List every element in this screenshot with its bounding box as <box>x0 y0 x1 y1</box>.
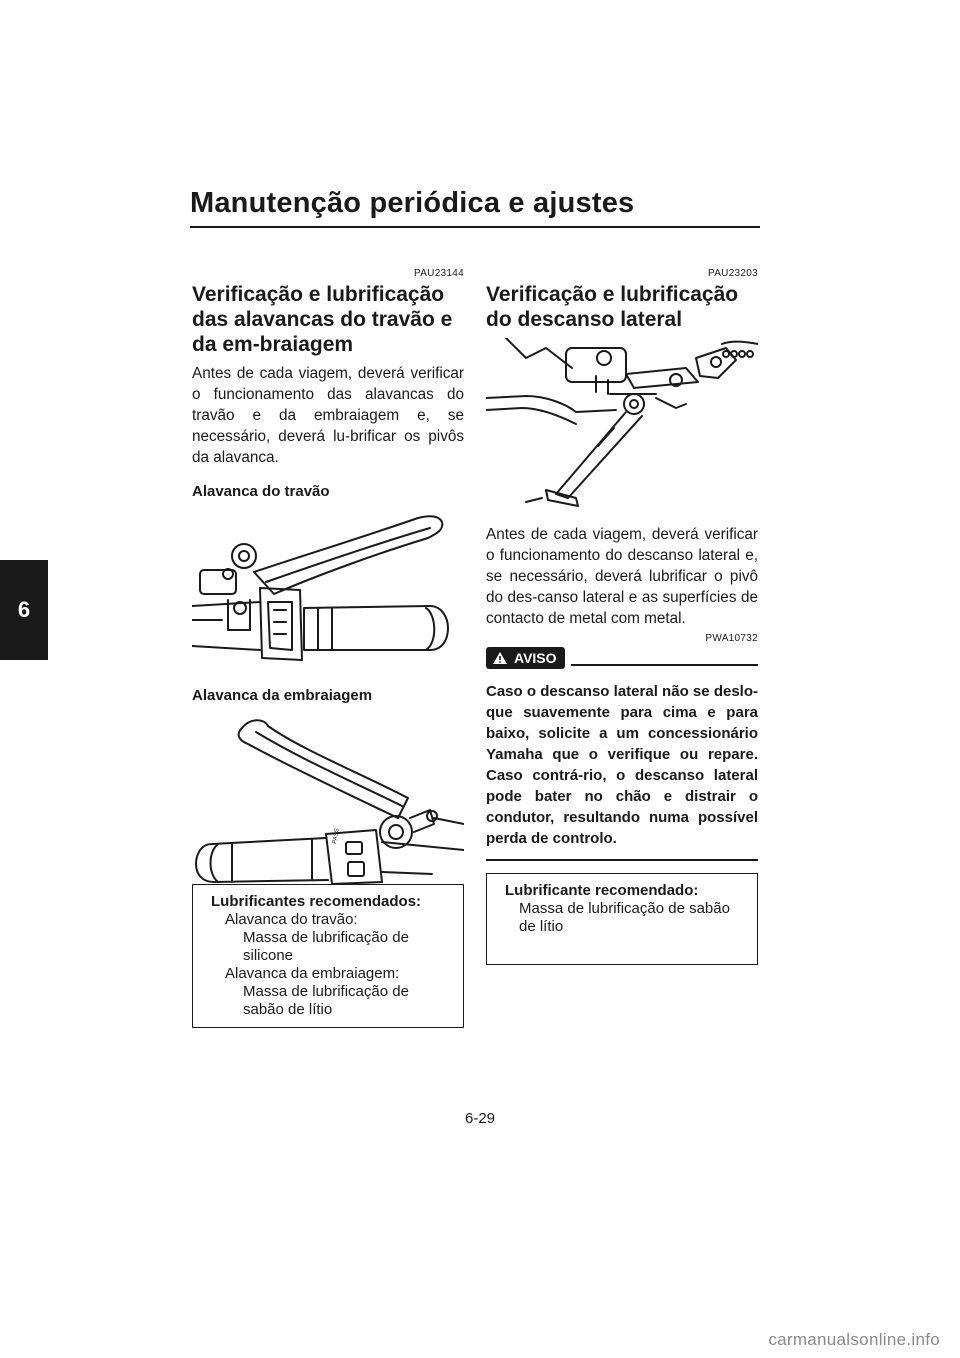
section-code: PAU23144 <box>413 268 464 279</box>
brake-lever-label: Alavanca do travão <box>192 483 330 500</box>
warning-badge <box>486 647 565 669</box>
watermark: carmanualsonline.info <box>768 1330 940 1349</box>
clutch-lube-label: Alavanca da embraiagem: <box>225 965 400 982</box>
warning-label: AVISO <box>514 650 557 666</box>
warning-header <box>486 647 758 669</box>
section-title: Verificação e lubrificação do descanso lateral <box>486 283 739 331</box>
clutch-lube-value: Massa de lubrificação de sabão de lítio <box>243 983 409 1018</box>
clutch-lever-illustration <box>192 714 464 884</box>
chapter-tab: 6 <box>0 560 48 660</box>
section-code: PAU23203 <box>707 268 758 279</box>
page-number: 6-29 <box>464 1110 496 1127</box>
clutch-lever-label: Alavanca da embraiagem <box>192 687 373 704</box>
lubricant-title: Lubrificante recomendado: <box>505 882 699 899</box>
page-title: Manutenção periódica e ajustes <box>190 186 760 228</box>
lubricant-box <box>486 873 758 965</box>
switch-label: PASS <box>332 827 341 845</box>
right-column <box>486 268 758 965</box>
warning-code: PWA10732 <box>705 633 758 644</box>
warning-text: Caso o descanso lateral não se deslo-que suavemente para cima e para baixo, solicite a um concessionário Yamaha que o verifique ou repare. Caso contrá-rio, o descanso lateral pode bater no chão e distrair o condutor, resultando numa possível perda de controlo. <box>486 683 758 847</box>
lubricant-title: Lubrificantes recomendados: <box>211 893 422 910</box>
left-column <box>192 268 464 1028</box>
section-title: Verificação e lubrificação das alavancas do travão e da em-braiagem <box>192 283 453 356</box>
section-body: Antes de cada viagem, deverá verificar o funcionamento do descanso lateral e, se necessário, deverá lubrificar o pivô do des-canso lateral e as superfícies de contacto de metal com metal. <box>486 526 758 627</box>
brake-lube-label: Alavanca do travão: <box>225 911 358 928</box>
sidestand-illustration <box>486 338 758 510</box>
section-body: Antes de cada viagem, deverá verificar o funcionamento das alavancas do travão e da embraiagem e, se necessário, deverá lu-brificar os pivôs da alavanca. <box>192 365 464 466</box>
lubricant-box <box>192 884 464 1028</box>
warning-rule <box>571 664 758 666</box>
warning-end-rule <box>486 859 758 861</box>
warning-triangle-icon <box>492 651 508 665</box>
brake-lube-value: Massa de lubrificação de silicone <box>243 929 409 964</box>
lubricant-value: Massa de lubrificação de sabão de lítio <box>519 900 730 935</box>
brake-lever-illustration <box>192 510 464 672</box>
